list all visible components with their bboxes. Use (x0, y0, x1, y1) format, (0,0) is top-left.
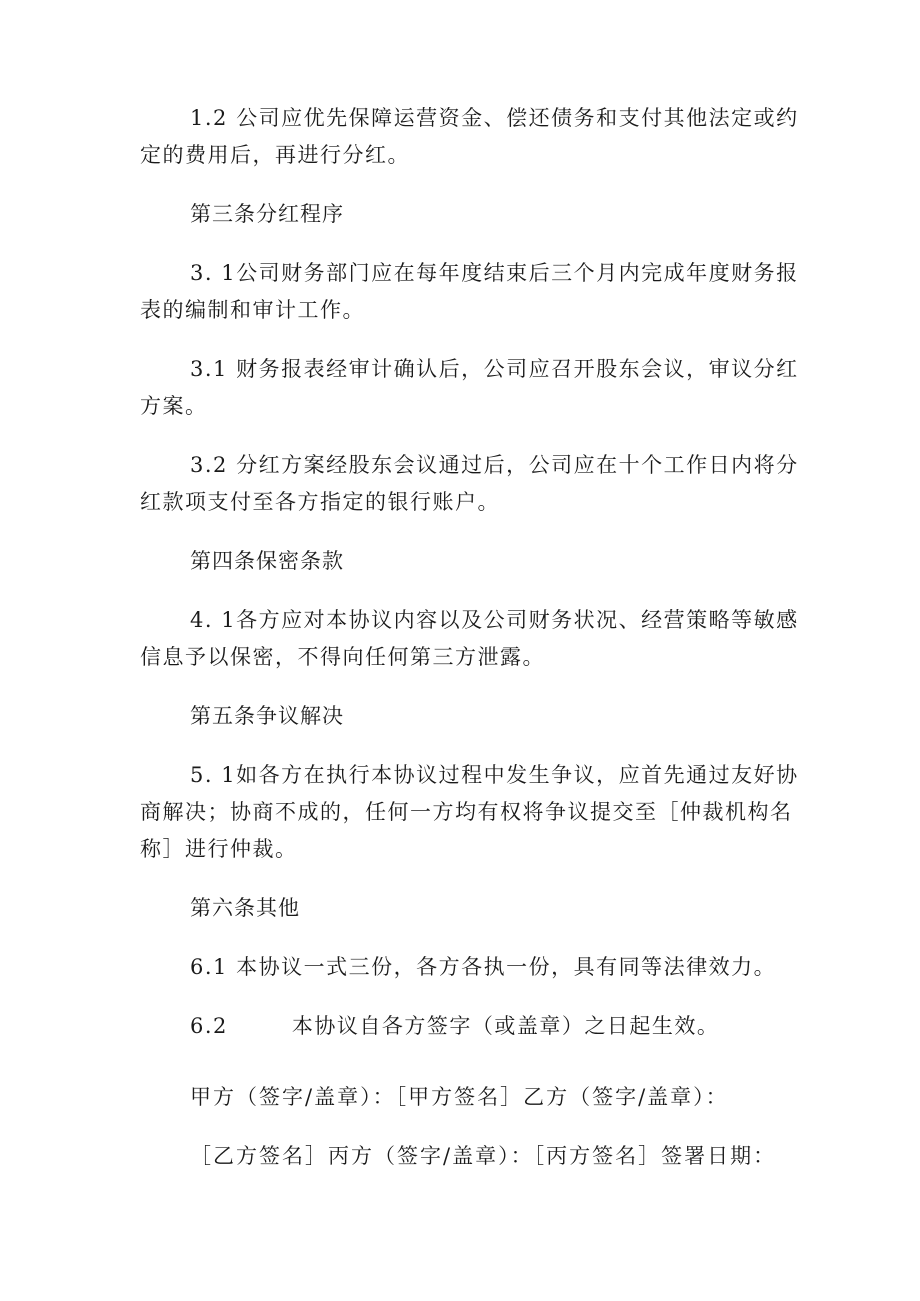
clause-5-1: 5. 1如各方在执行本协议过程中发生争议，应首先通过友好协商解决；协商不成的，任何一方均有权将争议提交至［仲裁机构名称］进行仲裁。 (140, 763, 799, 861)
clause-4-1: 4. 1各方应对本协议内容以及公司财务状况、经营策略等敏感信息予以保密，不得向任何第三方泄露。 (140, 608, 799, 669)
signature-line-2: ［乙方签名］丙方（签字/盖章）：［丙方签名］签署日期： (190, 1144, 777, 1168)
clause-6-2-text: 本协议自各方签字（或盖章）之日起生效。 (291, 1014, 720, 1038)
clause-6-2-number: 6.2 (190, 1014, 228, 1038)
article-5-heading: 第五条争议解决 (190, 704, 344, 728)
clause-3-2: 3.2 分红方案经股东会议通过后，公司应在十个工作日内将分红款项支付至各方指定的银行账户。 (140, 453, 799, 514)
clause-3-1-b: 3.1 财务报表经审计确认后，公司应召开股东会议，审议分红方案。 (140, 357, 799, 418)
clause-1-2: 1.2 公司应优先保障运营资金、偿还债务和支付其他法定或约定的费用后，再进行分红。 (140, 106, 799, 167)
article-4-heading: 第四条保密条款 (190, 549, 344, 573)
clause-3-1-a: 3. 1公司财务部门应在每年度结束后三个月内完成年度财务报表的编制和审计工作。 (140, 261, 799, 322)
signature-line-1: 甲方（签字/盖章）：［甲方签名］乙方（签字/盖章）： (190, 1085, 729, 1109)
clause-6-1: 6.1 本协议一式三份，各方各执一份，具有同等法律效力。 (190, 955, 777, 979)
clause-6-2 (140, 1008, 800, 1045)
article-6-heading: 第六条其他 (190, 896, 300, 920)
agreement-document (140, 100, 800, 1175)
article-3-heading: 第三条分红程序 (190, 202, 344, 226)
